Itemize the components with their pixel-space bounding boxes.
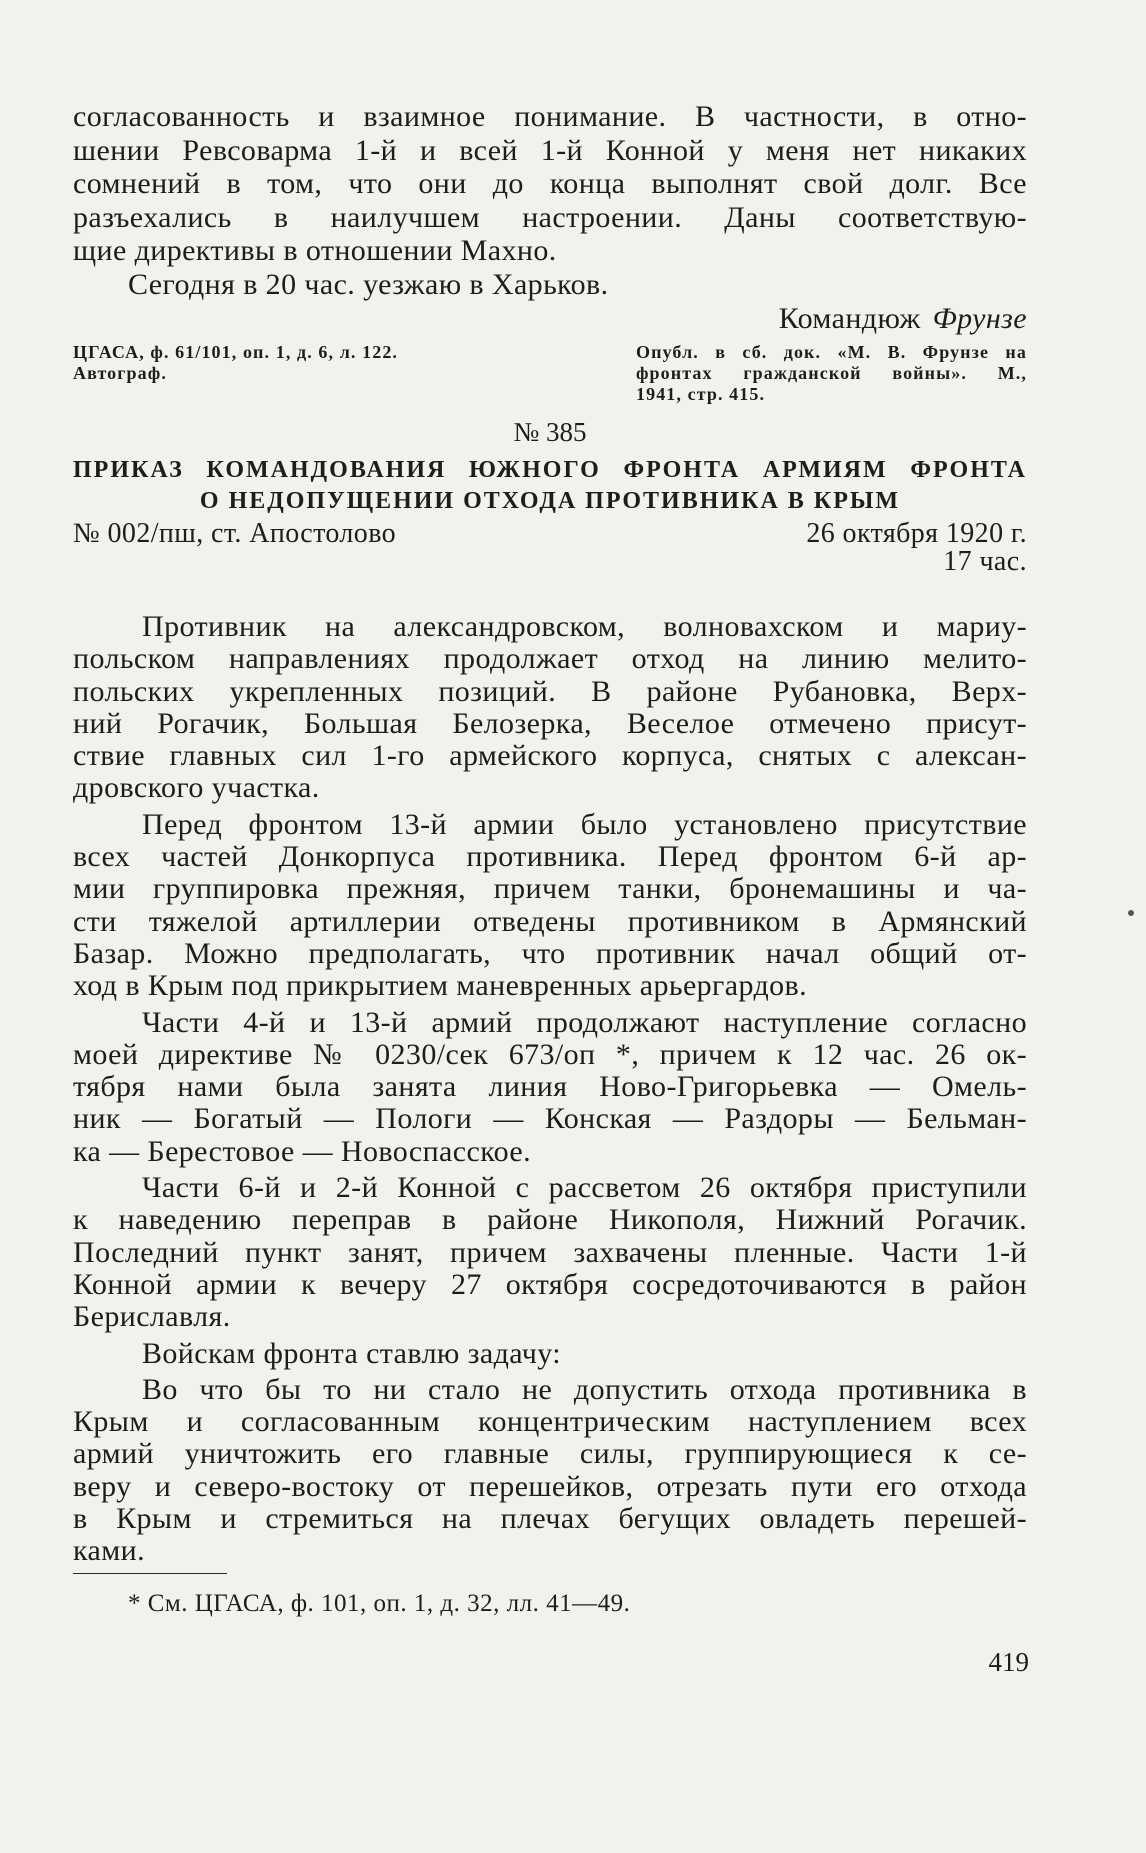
text-line: веру и северо-востоку от перешейков, отрезать пути его отхода <box>73 1469 1027 1503</box>
publication-line: 1941, стр. 415. <box>636 384 766 404</box>
text-line: Последний пункт занят, причем захвачены пленные. Части 1-й <box>73 1235 1027 1269</box>
text-line: Части 6-й и 2-й Конной с рассветом 26 октября приступили <box>142 1171 1027 1205</box>
publication-line: Опубл. в сб. док. «М. В. Фрунзе на <box>636 342 1027 362</box>
order-number-place: № 002/пш, ст. Апостолово <box>73 518 397 549</box>
text-line: Конной армии к вечеру 27 октября сосредоточиваются в район <box>73 1267 1027 1301</box>
text-line: сти тяжелой артиллерии отведены противником в Армянский <box>73 904 1027 938</box>
footnote: * См. ЦГАСА, ф. 101, оп. 1, д. 32, лл. 41—49. <box>128 1590 631 1617</box>
text-line: польском направлениях продолжает отход на линию мелито- <box>73 642 1027 676</box>
text-line: согласованность и взаимное понимание. В частности, в отно- <box>73 100 1027 133</box>
text-line: всех частей Донкорпуса противника. Перед фронтом 6-й ар- <box>73 840 1027 874</box>
closing-line: Сегодня в 20 час. уезжаю в Харьков. <box>128 267 609 301</box>
source-notes <box>0 342 1146 408</box>
text-line: армий уничтожить его главные силы, группирующиеся к се- <box>73 1437 1027 1471</box>
paragraph <box>73 1338 1027 1370</box>
text-line: щие директивы в отношении Махно. <box>73 234 557 268</box>
text-line: ний Рогачик, Большая Белозерка, Веселое отмечено присут- <box>73 706 1027 740</box>
text-line: дровского участка. <box>73 771 320 805</box>
text-line: Перед фронтом 13-й армии было установлено присутствие <box>142 807 1027 841</box>
text-line: Бериславля. <box>73 1300 231 1334</box>
reference-row <box>73 520 1027 548</box>
archive-line: Автограф. <box>73 363 167 383</box>
paragraph <box>73 100 1027 268</box>
text-line: Базар. Можно предполагать, что противник начал общий от- <box>73 936 1027 970</box>
document-body <box>73 611 1027 1568</box>
text-line: польских укрепленных позиций. В районе Рубановка, Верх- <box>73 674 1027 708</box>
text-line: в Крым и стремиться на плечах бегущих овладеть перешей- <box>73 1502 1027 1536</box>
paragraph <box>73 809 1027 1003</box>
text-line: моей директиве № 0230/сек 673/оп *, причем к 12 час. 26 ок- <box>73 1037 1027 1071</box>
signature-title: Командюж <box>778 301 921 335</box>
publication-line: фронтах гражданской войны». М., <box>636 363 1027 383</box>
text-line: тября нами была занята линия Ново-Григорьевка — Омель- <box>73 1070 1027 1104</box>
paragraph <box>73 611 1027 805</box>
paragraph <box>73 1374 1027 1568</box>
footnote-divider <box>73 1573 227 1574</box>
text-line: Крым и согласованным концентрическим наступлением всех <box>73 1405 1027 1439</box>
previous-document-ending <box>73 100 1027 335</box>
signature <box>73 302 1027 336</box>
document-number: № 385 <box>513 417 587 447</box>
text-line: Во что бы то ни стало не допустить отхода противника в <box>142 1372 1027 1406</box>
text-line: ник — Богатый — Пологи — Конская — Раздоры — Бельман- <box>73 1102 1027 1136</box>
text-line: мии группировка прежняя, причем танки, бронемашины и ча- <box>73 872 1027 906</box>
text-line: Части 4-й и 13-й армий продолжают наступление согласно <box>142 1005 1027 1039</box>
order-date: 26 октября 1920 г. <box>806 518 1027 549</box>
title-line: ПРИКАЗ КОМАНДОВАНИЯ ЮЖНОГО ФРОНТА АРМИЯМ ФРОНТА <box>73 457 1027 483</box>
page-number: 419 <box>988 1647 1029 1677</box>
text-line: сомнений в том, что они до конца выполнят свой долг. Все <box>73 167 1027 201</box>
signature-name: Фрунзе <box>932 301 1027 335</box>
publication-reference <box>636 342 1027 405</box>
paragraph <box>73 1007 1027 1168</box>
text-line: к наведению переправ в районе Никополя, Нижний Рогачик. <box>73 1203 1027 1237</box>
text-line: ход в Крым под прикрытием маневренных арьергардов. <box>73 969 808 1003</box>
title-line: О НЕДОПУЩЕНИИ ОТХОДА ПРОТИВНИКА В КРЫМ <box>199 488 901 514</box>
text-line: ками. <box>73 1534 145 1568</box>
archive-line: ЦГАСА, ф. 61/101, оп. 1, д. 6, л. 122. <box>73 342 399 362</box>
document-title <box>73 455 1027 517</box>
order-time: 17 час. <box>943 546 1027 577</box>
text-line: ствие главных сил 1-го армейского корпуса, снятых с алексан- <box>73 739 1027 773</box>
text-line: Войскам фронта ставлю задачу: <box>142 1336 562 1370</box>
text-line: Противник на александровском, волновахском и мариу- <box>142 610 1027 643</box>
text-line: разъехались в наилучшем настроении. Даны соответствую- <box>73 200 1027 234</box>
text-line: ка — Берестовое — Новоспасское. <box>73 1134 532 1168</box>
text-line: шении Ревсоварма 1-й и всей 1-й Конной у меня нет никаких <box>73 133 1027 167</box>
ink-speck <box>1128 910 1134 916</box>
document-reference <box>73 520 1027 576</box>
paragraph <box>73 1172 1027 1333</box>
archive-reference <box>73 342 573 384</box>
